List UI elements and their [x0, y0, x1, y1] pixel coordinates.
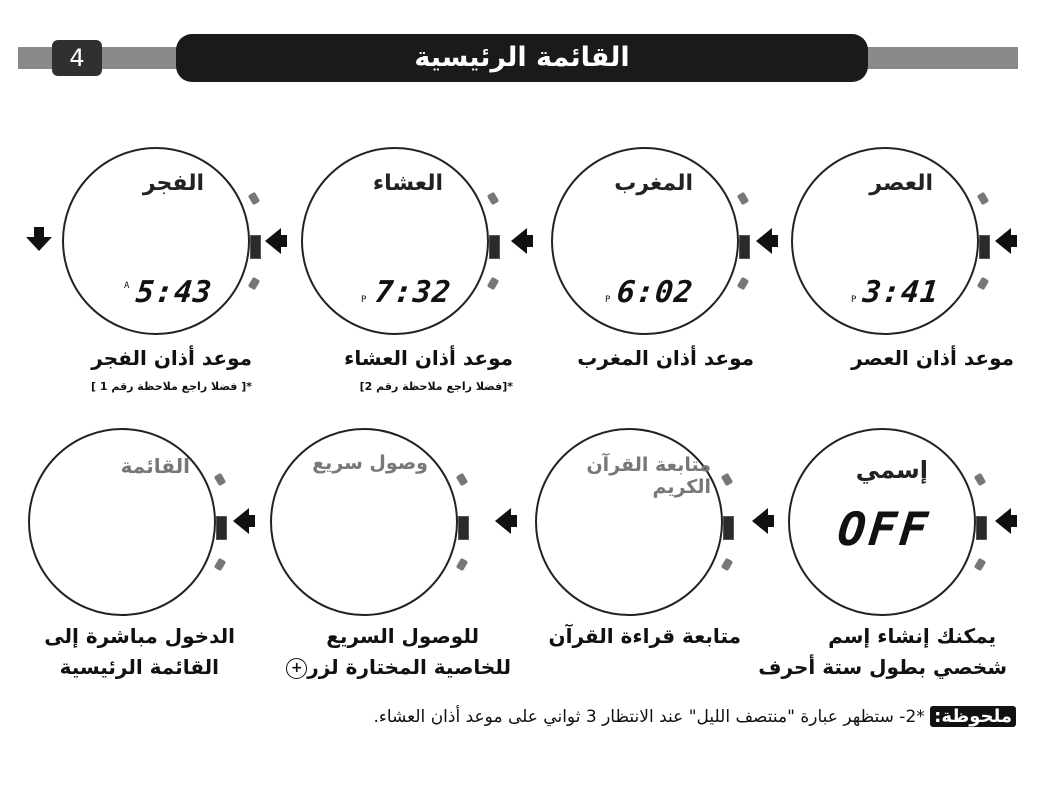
watch-my-name: [788, 428, 976, 616]
watch-button-mode: [979, 235, 990, 259]
ampm-indicator: P: [851, 295, 857, 305]
caption-maghrib: موعد أذان المغرب: [577, 346, 754, 370]
watch-button-top: [721, 473, 733, 487]
watch-label: وصول سريع: [312, 452, 428, 474]
watch-button-mode: [976, 516, 987, 540]
ampm-indicator: P: [361, 295, 367, 305]
plus-circle-icon: +: [286, 658, 307, 679]
caption-fajr: موعد أذان الفجر: [91, 346, 252, 370]
watch-asr: [791, 147, 979, 335]
watch-button-bottom: [721, 558, 733, 572]
caption-menu: الدخول مباشرة إلى: [44, 624, 235, 648]
caption-isha-note: *[فضلا راجع ملاحظة رقم 2]: [359, 380, 513, 393]
time-display: 7:32: [373, 275, 454, 310]
caption-quick-access-text: للخاصية المختارة لزر: [307, 655, 511, 679]
watch-button-mode: [489, 235, 500, 259]
watch-button-mode: [739, 235, 750, 259]
watch-button-bottom: [487, 277, 499, 291]
watch-label: الفجر: [142, 171, 204, 196]
caption-fajr-note: *[ فضلا راجع ملاحظة رقم 1 ]: [90, 380, 252, 393]
caption-menu-2: القائمة الرئيسية: [59, 655, 219, 679]
watch-label: المغرب: [614, 171, 693, 196]
watch-label: العصر: [869, 171, 933, 196]
note-text: *2- ستظهر عبارة "منتصف الليل" عند الانتظار 3 ثواني على موعد أذان العشاء.: [373, 707, 925, 727]
watch-label: القائمة: [120, 454, 190, 478]
watch-button-bottom: [248, 277, 260, 291]
watch-button-top: [456, 473, 468, 487]
watch-button-mode: [250, 235, 261, 259]
caption-my-name: يمكنك إنشاء إسم: [828, 624, 996, 648]
time-display: 6:02: [615, 275, 696, 310]
arrow-down-icon: [26, 237, 52, 251]
page-title: القائمة الرئيسية: [176, 34, 868, 82]
caption-quick-access: للوصول السريع: [326, 624, 479, 648]
caption-isha: موعد أذان العشاء: [344, 346, 513, 370]
arrow-left-icon: [233, 508, 249, 534]
arrow-left-icon: [756, 228, 772, 254]
caption-my-name-2: شخصي بطول ستة أحرف: [758, 655, 1007, 679]
watch-button-top: [977, 192, 989, 206]
watch-isha: [301, 147, 489, 335]
caption-quick-access-2: [286, 655, 511, 679]
caption-asr: موعد أذان العصر: [851, 346, 1014, 370]
watch-button-top: [737, 192, 749, 206]
footer-note: [373, 706, 1016, 727]
page-number: 4: [52, 40, 102, 76]
caption-quran: متابعة قراءة القرآن: [548, 624, 741, 648]
ampm-indicator: P: [605, 295, 611, 305]
ampm-indicator: A: [124, 281, 130, 291]
watch-button-mode: [458, 516, 469, 540]
watch-button-mode: [723, 516, 734, 540]
watch-button-bottom: [974, 558, 986, 572]
watch-label: العشاء: [372, 171, 443, 196]
arrow-left-icon: [995, 508, 1011, 534]
arrow-left-icon: [511, 228, 527, 254]
watch-fajr: [62, 147, 250, 335]
watch-quran-tracking: [535, 428, 723, 616]
arrow-left-icon: [265, 228, 281, 254]
watch-button-mode: [216, 516, 227, 540]
time-display: 5:43: [134, 275, 215, 310]
watch-button-top: [487, 192, 499, 206]
watch-button-top: [214, 473, 226, 487]
watch-button-top: [974, 473, 986, 487]
watch-button-bottom: [456, 558, 468, 572]
watch-button-bottom: [977, 277, 989, 291]
watch-label: متابعة القرآن الكريم: [586, 454, 711, 498]
arrow-left-icon: [995, 228, 1011, 254]
watch-maghrib: [551, 147, 739, 335]
watch-label: إسمي: [855, 456, 928, 484]
note-label: ملحوظة:: [930, 706, 1016, 727]
watch-button-bottom: [214, 558, 226, 572]
watch-quick-access: [270, 428, 458, 616]
arrow-left-icon: [495, 508, 511, 534]
watch-button-top: [248, 192, 260, 206]
watch-menu: [28, 428, 216, 616]
arrow-left-icon: [752, 508, 768, 534]
value-display: OFF: [835, 502, 933, 556]
watch-button-bottom: [737, 277, 749, 291]
time-display: 3:41: [861, 275, 942, 310]
